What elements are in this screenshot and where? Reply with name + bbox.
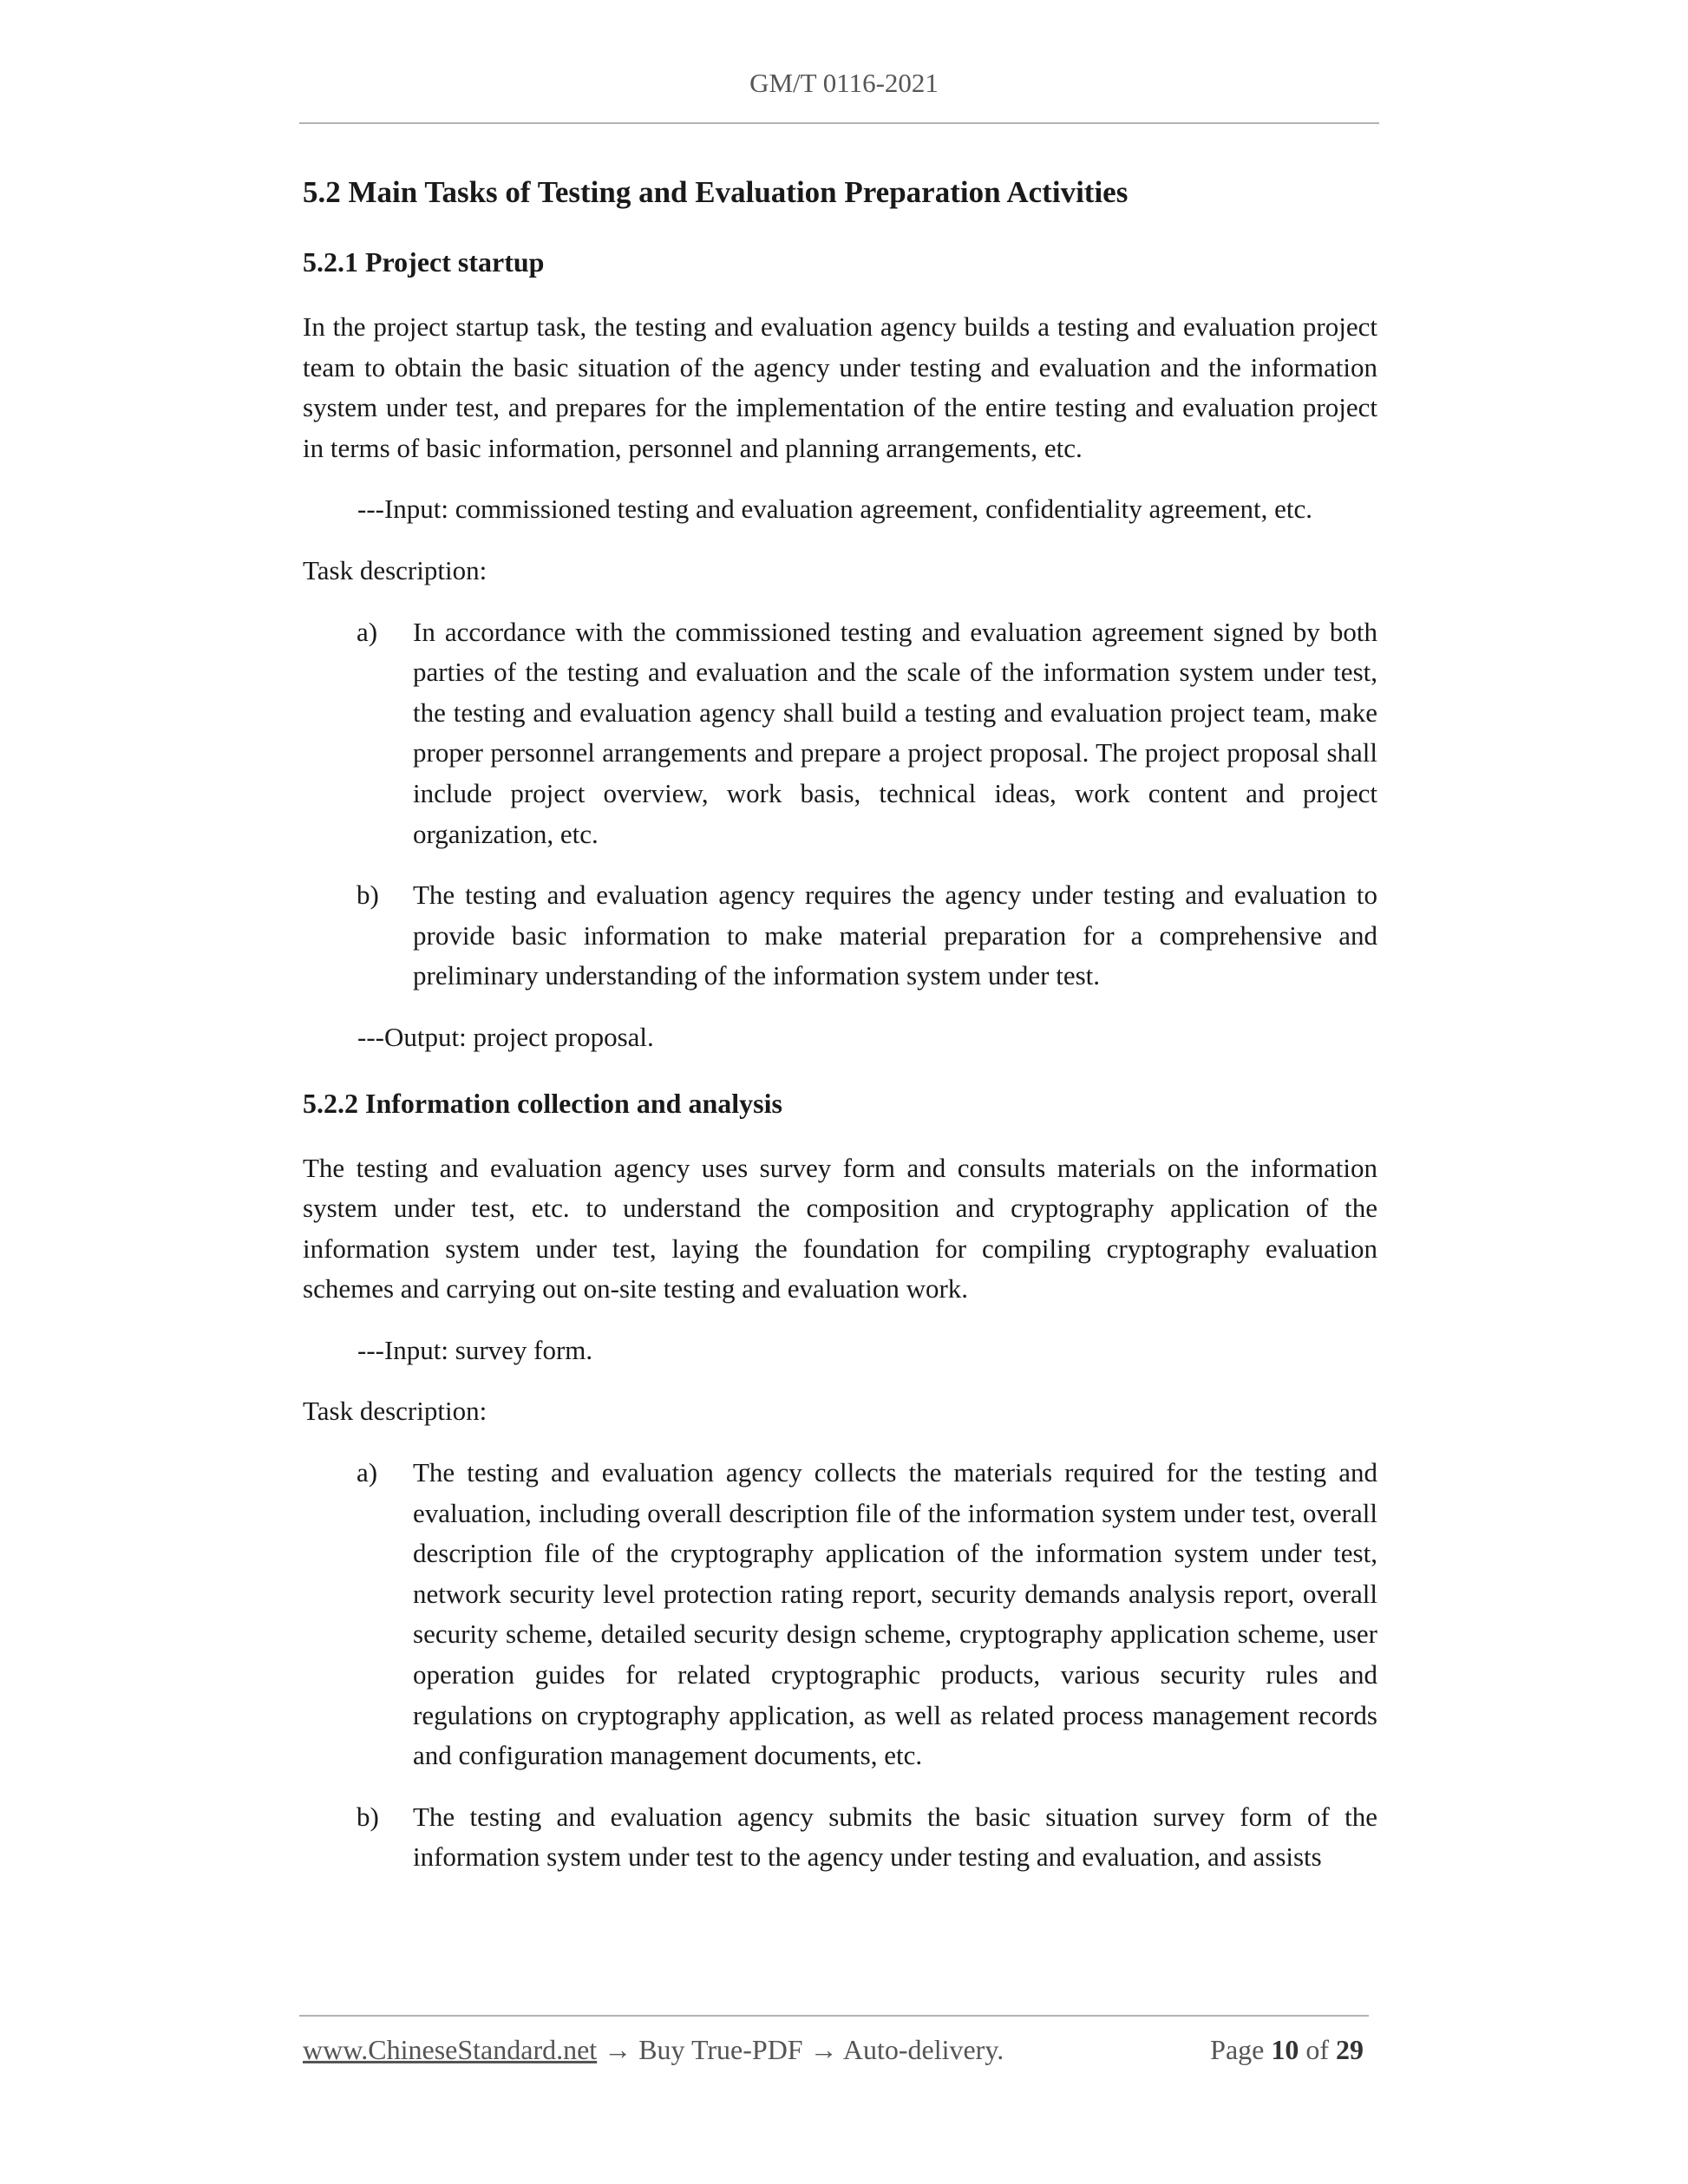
page-total: 29 (1336, 2034, 1364, 2065)
page-label: Page (1210, 2034, 1265, 2065)
page-body (303, 168, 1377, 1878)
task-description-label: Task description: (303, 1396, 487, 1427)
list-marker: b) (357, 879, 379, 911)
section-title: 5.2 Main Tasks of Testing and Evaluation Preparation Activities (303, 175, 1129, 209)
list-marker: a) (357, 616, 378, 647)
input-line: ---Input: survey form. (357, 1334, 593, 1365)
list-item (303, 1797, 1377, 1878)
footer-promo (303, 2034, 1004, 2066)
site-link[interactable]: www.ChineseStandard.net (303, 2034, 598, 2065)
page-indicator (1210, 2034, 1364, 2066)
list-item-text: The testing and evaluation agency requires the agency under testing and evaluation to provide basic information to make material preparation for a comprehensive and preliminary understanding of the information system under test. (413, 879, 1377, 991)
list-marker: b) (357, 1801, 379, 1832)
footer-divider (299, 2015, 1369, 2017)
list-item-text: The testing and evaluation agency submits the basic situation survey form of the information system under test to the agency under testing and evaluation, and assists (413, 1801, 1377, 1873)
document-code-header: GM/T 0116-2021 (749, 68, 939, 98)
list-item (303, 875, 1377, 997)
subsection-title-information-collection: 5.2.2 Information collection and analysis (303, 1087, 782, 1119)
paragraph-information-collection-intro: The testing and evaluation agency uses survey form and consults materials on the information system under test, etc. to understand the composition and cryptography application of the information system under test, laying the foundation for compiling cryptography evaluation schemes and carrying out on-site testing and evaluation work. (303, 1152, 1377, 1305)
subsection-title-project-startup: 5.2.1 Project startup (303, 246, 545, 278)
header-divider (299, 122, 1379, 124)
page-footer (303, 2034, 1369, 2077)
list-item (303, 612, 1377, 855)
task-description-label: Task description: (303, 554, 487, 585)
list-marker: a) (357, 1457, 378, 1488)
list-item (303, 1453, 1377, 1776)
output-line: ---Output: project proposal. (357, 1021, 654, 1052)
footer-promo-text: → Buy True-PDF → Auto-delivery. (597, 2034, 1004, 2065)
list-item-text: In accordance with the commissioned testing and evaluation agreement signed by both parties of the testing and evaluation and the scale of the information system under test, the testing and evaluation agency shall build a testing and evaluation project team, make proper personnel arrangements and prepare a project proposal. The project proposal shall include project overview, work basis, technical ideas, work content and project organization, etc. (413, 616, 1377, 849)
page-number: 10 (1271, 2034, 1299, 2065)
list-item-text: The testing and evaluation agency collects the materials required for the testing and evaluation, including overall description file of the information system under test, overall description file of the cryptography application of the information system under test, network security level protection rating report, security demands analysis report, overall security scheme, detailed security design scheme, cryptography application scheme, user operation guides for related cryptographic products, various security rules and regulations on cryptography application, as well as related process management records and configuration management documents, etc. (413, 1457, 1377, 1771)
of-label: of (1305, 2034, 1329, 2065)
paragraph-project-startup-intro: In the project startup task, the testing and evaluation agency builds a testing and evaluation project team to obtain the basic situation of the agency under testing and evaluation and the information system under test, and prepares for the implementation of the entire testing and evaluation project in terms of basic information, personnel and planning arrangements, etc. (303, 311, 1377, 463)
input-line: ---Input: commissioned testing and evaluation agreement, confidentiality agreement, etc. (357, 494, 1312, 525)
